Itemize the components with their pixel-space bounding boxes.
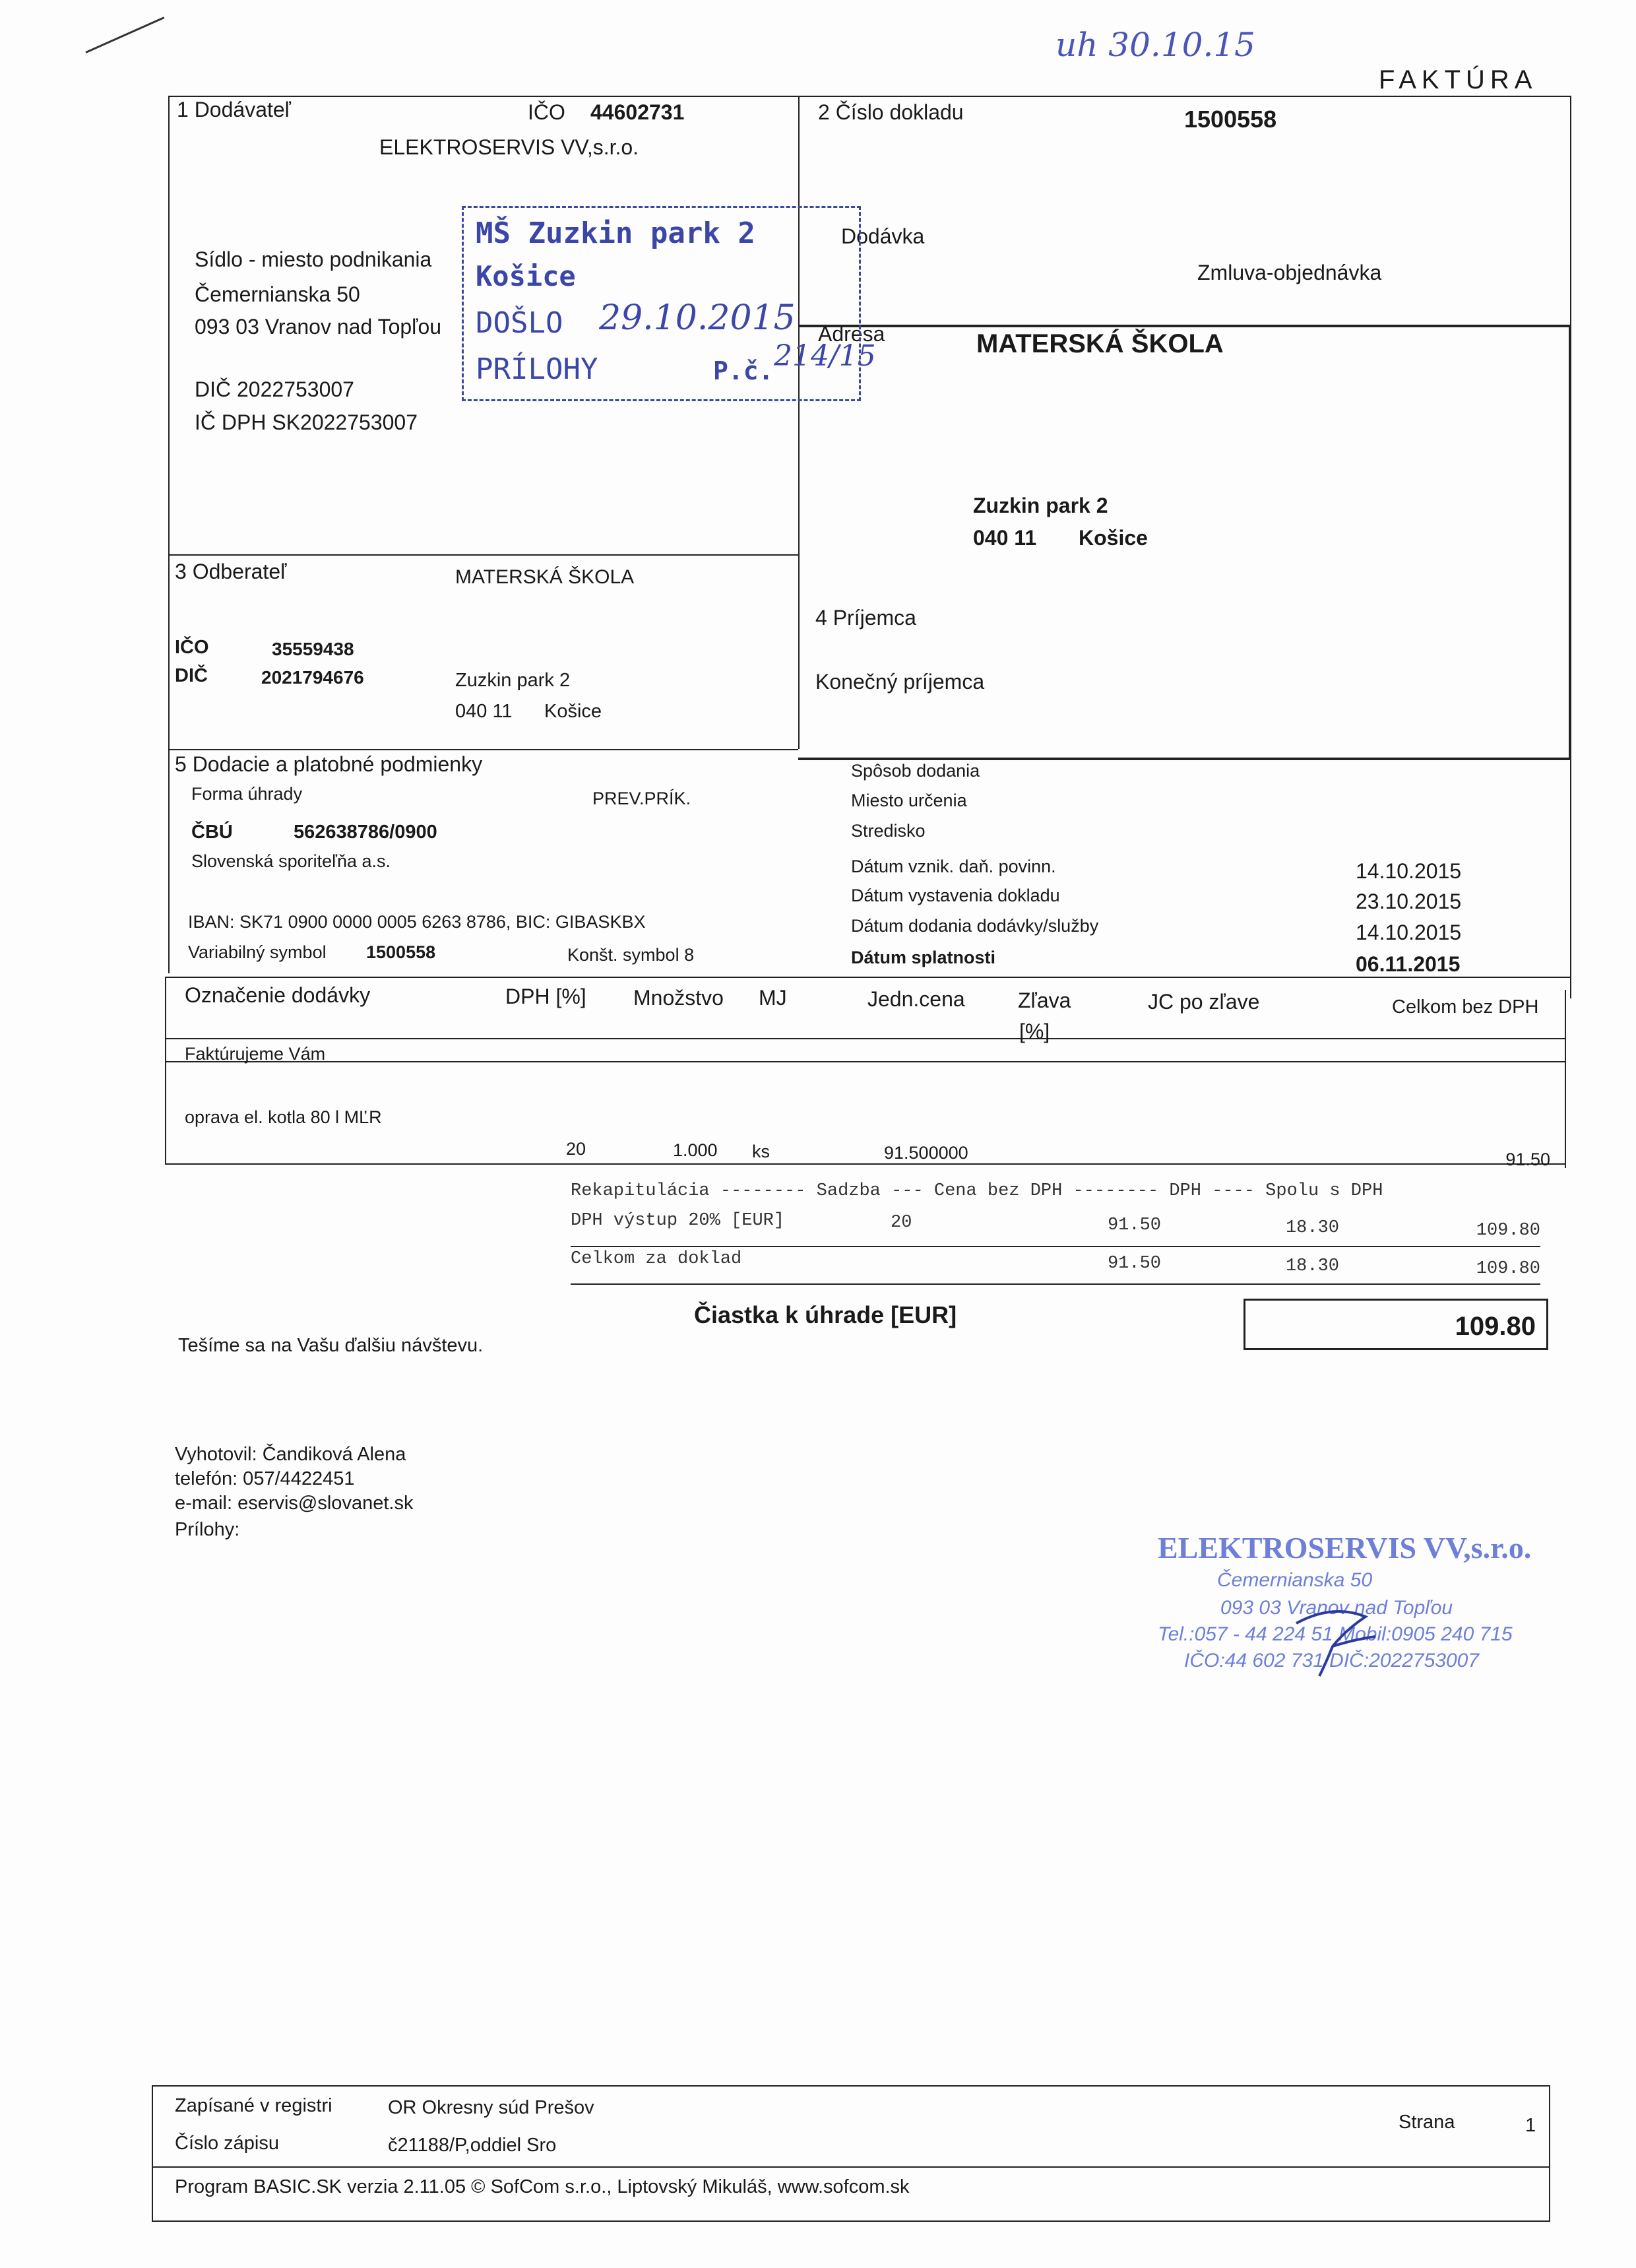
doc-number-label: 2 Číslo dokladu xyxy=(818,100,964,124)
thanks-text: Tešíme sa na Vašu ďalšiu návštevu. xyxy=(178,1335,484,1356)
seal-street: Čemernianska 50 xyxy=(1217,1569,1373,1591)
due-date: 06.11.2015 xyxy=(1356,952,1461,976)
recap-row-total: 109.80 xyxy=(1476,1221,1540,1241)
col-designation: Označenie dodávky xyxy=(185,983,371,1007)
issuer-attachments: Prílohy: xyxy=(175,1519,240,1540)
delivery-method-label: Spôsob dodania xyxy=(851,761,980,781)
entry-value: č21188/P,oddiel Sro xyxy=(388,2135,557,2156)
supplier-dic: DIČ 2022753007 xyxy=(195,377,354,401)
document-title: FAKTÚRA xyxy=(1379,65,1538,94)
col-discount: Zľava xyxy=(1018,988,1071,1012)
address-street: Zuzkin park 2 xyxy=(973,494,1108,517)
intro-text: Faktúrujeme Vám xyxy=(185,1044,326,1064)
recap-row-vat: 18.30 xyxy=(1285,1218,1339,1238)
page-value: 1 xyxy=(1525,2115,1536,2136)
payment-form-label: Forma úhrady xyxy=(191,784,303,804)
item-total: 91.50 xyxy=(1505,1150,1550,1169)
center-label: Stredisko xyxy=(851,821,926,841)
supplier-name: ELEKTROSERVIS VV,s.r.o. xyxy=(379,135,639,159)
item-unit: ks xyxy=(752,1142,770,1161)
customer-dic: 2021794676 xyxy=(261,667,364,688)
seal-phone: Tel.:057 - 44 224 51 Mobil:0905 240 715 xyxy=(1158,1623,1513,1645)
due-date-label: Dátum splatnosti xyxy=(851,948,996,967)
pen-mark xyxy=(85,16,164,53)
issuer-email: e-mail: eservis@slovanet.sk xyxy=(175,1493,414,1514)
recap-total-vat: 18.30 xyxy=(1285,1256,1339,1276)
seal-ids: IČO:44 602 731 DIČ:2022753007 xyxy=(1184,1650,1479,1671)
amount-due-value: 109.80 xyxy=(1455,1312,1536,1341)
cbu-label: ČBÚ xyxy=(191,822,233,843)
item-qty: 1.000 xyxy=(673,1140,718,1160)
tax-date-label: Dátum vznik. daň. povinn. xyxy=(851,857,1056,876)
stamp-pc-label: P.č. xyxy=(713,356,774,385)
vs-label: Variabilný symbol xyxy=(188,942,327,962)
recap-row-rate: 20 xyxy=(891,1213,912,1233)
delivery-label: Dodávka xyxy=(841,224,925,248)
bank-name: Slovenská sporiteľňa a.s. xyxy=(191,851,391,871)
supplier-ic-dph: IČ DPH SK2022753007 xyxy=(195,410,418,434)
recap-row-label: DPH výstup 20% [EUR] xyxy=(571,1211,785,1231)
supplier-ico-label: IČO xyxy=(528,100,565,124)
stamp-pc-value: 214/15 xyxy=(774,339,876,373)
cbu-value: 562638786/0900 xyxy=(294,822,437,843)
program-info: Program BASIC.SK verzia 2.11.05 © SofCom s.r.o., Liptovský Mikuláš, www.sofcom.sk xyxy=(175,2176,910,2197)
customer-city: Košice xyxy=(544,701,602,722)
customer-zip: 040 11 xyxy=(455,701,513,722)
address-name: MATERSKÁ ŠKOLA xyxy=(976,329,1224,358)
supplier-ico: 44602731 xyxy=(590,100,685,124)
amount-due-label: Čiastka k úhrade [EUR] xyxy=(694,1301,957,1328)
item-unit-price: 91.500000 xyxy=(884,1143,968,1163)
issue-date: 23.10.2015 xyxy=(1356,890,1462,913)
supply-date: 14.10.2015 xyxy=(1356,921,1462,944)
footer-box xyxy=(152,2085,1550,2222)
stamp-received-label: DOŠLO xyxy=(476,306,563,340)
registry-label: Zapísané v registri xyxy=(175,2095,332,2116)
customer-ico-label: IČO xyxy=(175,637,209,658)
signature xyxy=(1293,1584,1385,1683)
supplier-city: 093 03 Vranov nad Topľou xyxy=(195,315,442,339)
final-recipient-label: Konečný príjemca xyxy=(815,670,985,694)
received-stamp xyxy=(462,206,876,401)
customer-dic-label: DIČ xyxy=(175,665,208,686)
handwritten-note: uh 30.10.15 xyxy=(1055,26,1255,64)
stamp-line2: Košice xyxy=(476,260,576,292)
supplier-seat-label: Sídlo - miesto podnikania xyxy=(195,247,432,271)
customer-street: Zuzkin park 2 xyxy=(455,670,571,691)
payment-form-value: PREV.PRÍK. xyxy=(592,789,691,808)
vs-value: 1500558 xyxy=(366,942,436,962)
col-unit: MJ xyxy=(759,986,787,1010)
recap-total-label: Celkom za doklad xyxy=(571,1249,742,1269)
iban: IBAN: SK71 0900 0000 0005 6263 8786, BIC: GIBASKBX xyxy=(188,912,646,932)
seal-name: ELEKTROSERVIS VV,s.r.o. xyxy=(1158,1531,1532,1565)
issue-date-label: Dátum vystavenia dokladu xyxy=(851,886,1060,905)
recipient-label: 4 Príjemca xyxy=(815,606,916,630)
address-zip: 040 11 xyxy=(973,526,1037,550)
destination-label: Miesto určenia xyxy=(851,791,967,810)
entry-label: Číslo zápisu xyxy=(175,2133,279,2154)
contract-label: Zmluva-objednávka xyxy=(1197,261,1382,284)
issuer-by: Vyhotovil: Čandiková Alena xyxy=(175,1444,406,1465)
customer-name: MATERSKÁ ŠKOLA xyxy=(455,566,635,588)
doc-number: 1500558 xyxy=(1184,106,1277,133)
page-label: Strana xyxy=(1399,2112,1455,2133)
address-label: Adresa xyxy=(818,322,885,346)
item-vat: 20 xyxy=(566,1139,586,1159)
issuer-phone: telefón: 057/4422451 xyxy=(175,1468,355,1489)
supplier-street: Čemernianska 50 xyxy=(195,282,360,306)
col-unit-price: Jedn.cena xyxy=(867,987,965,1011)
col-discount-unit: [%] xyxy=(1019,1020,1050,1043)
customer-ico: 35559438 xyxy=(272,639,354,659)
tax-date: 14.10.2015 xyxy=(1356,859,1462,883)
item-description: oprava el. kotla 80 l MĽR xyxy=(185,1107,382,1127)
stamp-received-date: 29.10.2015 xyxy=(599,298,796,338)
terms-section-label: 5 Dodacie a platobné podmienky xyxy=(175,752,483,776)
customer-section-label: 3 Odberateľ xyxy=(175,560,287,583)
recap-row-base: 91.50 xyxy=(1107,1215,1161,1235)
stamp-attachments-label: PRÍLOHY xyxy=(476,352,598,386)
supplier-section-label: 1 Dodávateľ xyxy=(177,98,291,121)
ks: Konšt. symbol 8 xyxy=(567,945,695,965)
stamp-line1: MŠ Zuzkin park 2 xyxy=(476,216,755,250)
seal-city: 093 03 Vranov nad Topľou xyxy=(1220,1597,1453,1619)
recap-total-total: 109.80 xyxy=(1476,1259,1540,1279)
registry-value: OR Okresny súd Prešov xyxy=(388,2097,594,2118)
recap-total-base: 91.50 xyxy=(1107,1254,1161,1274)
col-total: Celkom bez DPH xyxy=(1392,996,1539,1018)
address-city: Košice xyxy=(1079,526,1148,550)
col-qty: Množstvo xyxy=(633,986,724,1010)
recap-header: Rekapitulácia -------- Sadzba --- Cena bez DPH -------- DPH ---- Spolu s DPH xyxy=(571,1181,1383,1201)
amount-due-box xyxy=(1243,1299,1548,1350)
col-vat: DPH [%] xyxy=(505,985,586,1008)
col-after-discount: JC po zľave xyxy=(1148,990,1260,1014)
supply-date-label: Dátum dodania dodávky/služby xyxy=(851,916,1099,936)
